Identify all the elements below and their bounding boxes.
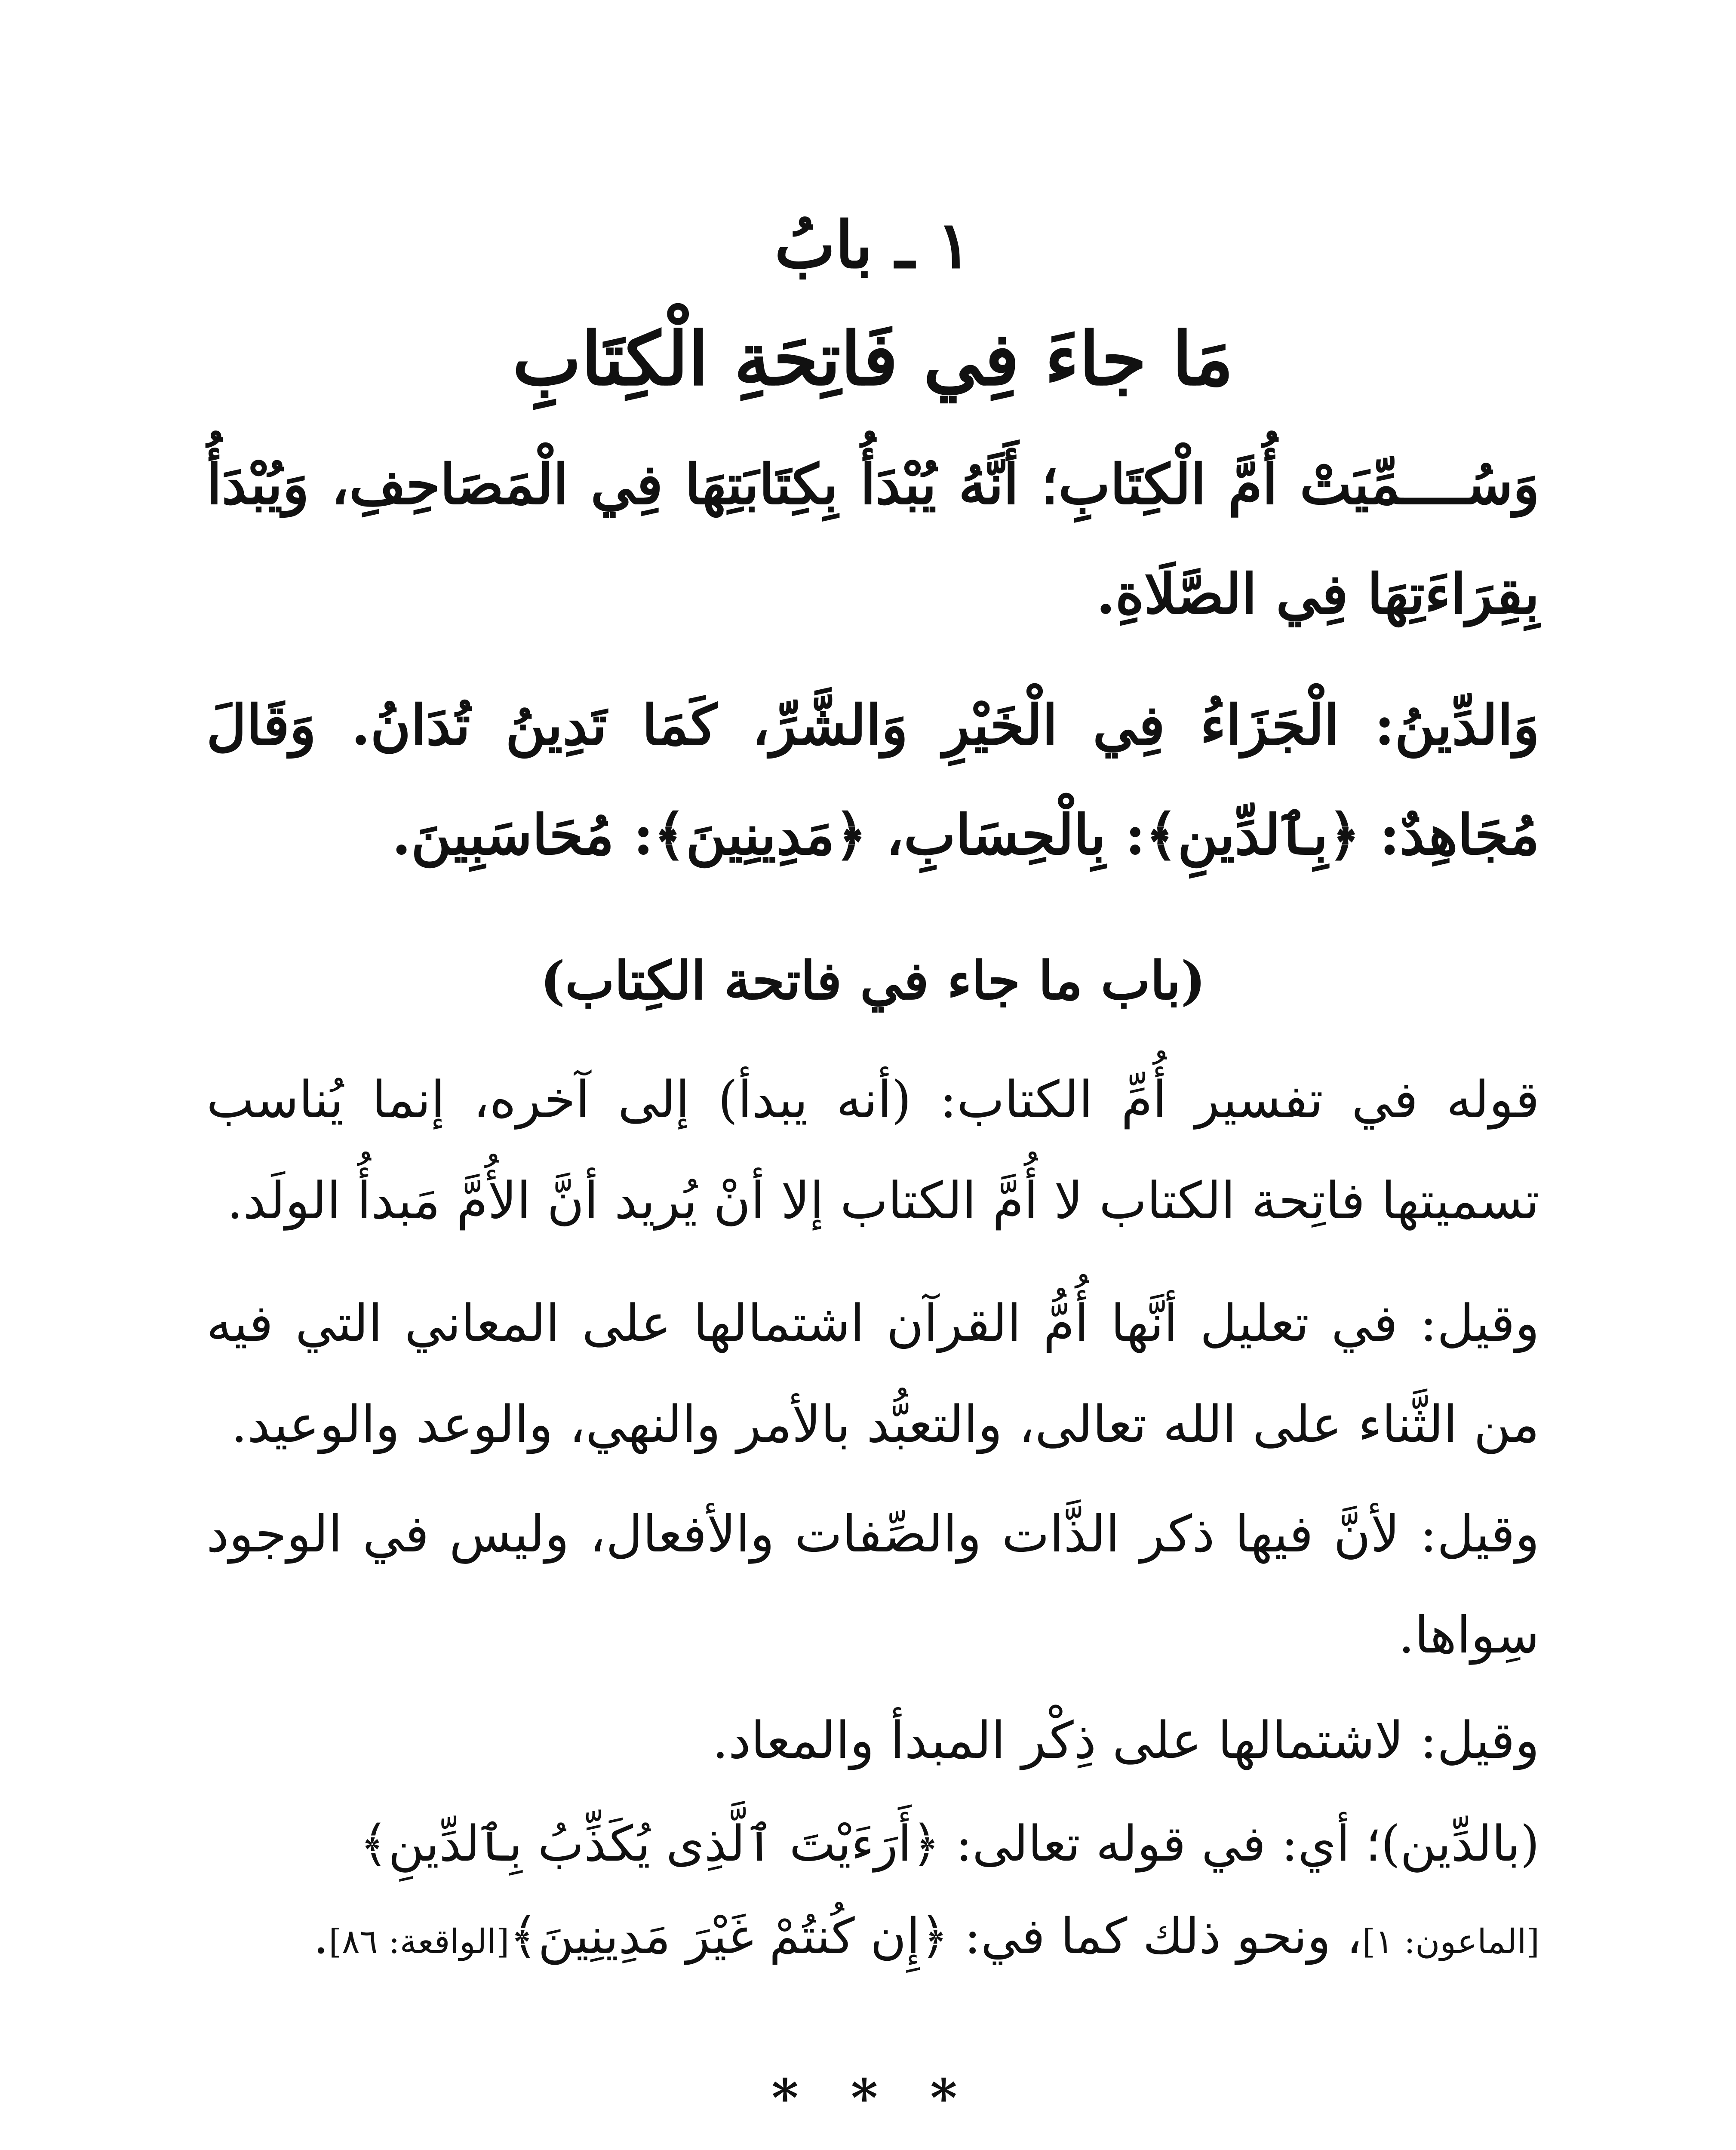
matn-paragraph-1: وَسُــــمِّيَتْ أُمَّ الْكِتَابِ؛ أَنَّهُ يُبْدَأُ بِكِتَابَتِهَا فِي الْمَصَاحِفِ، وَيُبْدَأُ بِقِرَاءَتِهَا فِي الصَّلَاةِ.: [206, 452, 1539, 627]
commentary-paragraph-3: وقيل: لأنَّ فيها ذكر الذَّات والصِّفات والأفعال، وليس في الوجود سِواها.: [206, 1504, 1539, 1665]
chapter-number: ١ ـ بابُ: [774, 207, 971, 283]
matn-paragraph-2: وَالدِّينُ: الْجَزَاءُ فِي الْخَيْرِ وَالشَّرِّ، كَمَا تَدِينُ تُدَانُ. وَقَالَ مُجَاهِدٌ: ﴿بِٱلدِّينِ﴾: بِالْحِسَابِ، ﴿مَدِينِينَ﴾: مُحَاسَبِينَ.: [206, 693, 1539, 867]
quran-citation-maun: [الماعون: ١]: [1362, 1923, 1539, 1961]
commentary-paragraph-2: وقيل: في تعليل أنَّها أُمُّ القرآن اشتمالها على المعاني التي فيه من الثَّناء على الله تعالى، والتعبُّد بالأمر والنهي، والوعد والوعيد.: [206, 1293, 1539, 1454]
commentary-paragraph-5: [206, 1797, 1539, 1988]
commentary-heading: (باب ما جاء في فاتحة الكِتاب): [540, 949, 1206, 1011]
commentary-paragraph-5-main: (بالدِّين)؛ أي: في قوله تعالى: ﴿أَرَءَيْتَ ٱلَّذِى يُكَذِّبُ بِٱلدِّينِ﴾: [359, 1815, 1539, 1872]
commentary-paragraph-5-end: .: [313, 1907, 329, 1965]
quran-citation-waqia: [الواقعة: ٨٦]: [329, 1923, 510, 1961]
section-separator: * * *: [771, 2068, 974, 2128]
commentary-paragraph-1: قوله في تفسير أُمِّ الكتاب: (أنه يبدأ) إلى آخره، إنما يُناسب تسميتها فاتِحة الكتاب لا أُمَّ الكتاب إلا أنْ يُريد أنَّ الأُمَّ مَبدأُ الولَد.: [206, 1070, 1539, 1230]
commentary-paragraph-5-mid: ، ونحو ذلك كما في: ﴿إِن كُنتُمْ غَيْرَ مَدِينِينَ﴾: [509, 1907, 1362, 1965]
chapter-title: مَا جاءَ فِي فَاتِحَةِ الْكِتَابِ: [512, 316, 1234, 402]
commentary-paragraph-4: وقيل: لاشتمالها على ذِكْر المبدأ والمعاد.: [712, 1711, 1539, 1770]
